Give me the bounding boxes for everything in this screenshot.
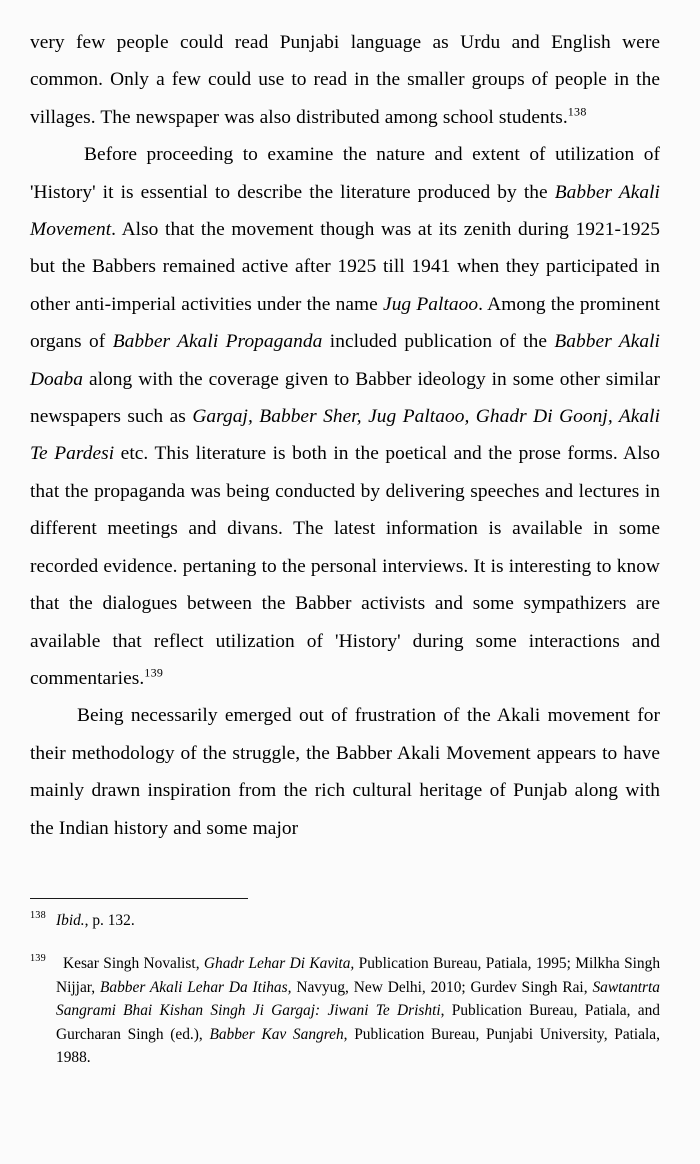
footnote-text: Kesar Singh Novalist, Ghadr Lehar Di Kavita, Publication Bureau, Patiala, 1995; Milkha Singh Nijjar, Babber Akali Lehar Da Itihas, Navyug, New Delhi, 2010; Gurdev Singh Rai, Sawtantrta Sangrami Bhai Kishan Singh Ji Gargaj: Jiwani Te Drishti, Publication Bureau, Patiala, and Gurcharan Singh (ed.), Babber Kav Sangreh, Publication Bureau, Punjabi University, Patiala, 1988. <box>56 955 661 1067</box>
footnote-139 <box>30 952 660 1092</box>
paragraph-continued: very few people could read Punjabi language as Urdu and English were common. Only a few could use to read in the smaller groups of people in the villages. The newspaper was also distributed among school students.$^{138}$ <box>30 32 660 128</box>
footnote-number: 138 <box>30 910 46 921</box>
footnote-text: Ibid., p. 132. <box>56 912 135 929</box>
footnote-138 <box>30 909 660 932</box>
footnote-area <box>30 898 660 1093</box>
body-text-block <box>30 24 660 847</box>
paragraph-being-necessarily: Being necessarily emerged out of frustration of the Akali movement for their methodology of the struggle, the Babber Akali Movement appears to have mainly drawn inspiration from the rich cultural heritage of Punjab along with the Indian history and some major <box>30 705 660 839</box>
paragraph-before-proceeding: Before proceeding to examine the nature and extent of utilization of 'History' it is essential to describe the literature produced by the Babber Akali Movement. Also that the movement though was at its zenith during 1921-1925 but the Babbers remained active after 1925 till 1941 when they participated in other anti-imperial activities under the name Jug Paltaoo. Among the prominent organs of Babber Akali Propaganda included publication of the Babber Akali Doaba along with the coverage given to Babber ideology in some other similar newspapers such as Gargaj, Babber Sher, Jug Paltaoo, Ghadr Di Goonj, Akali Te Pardesi etc. This literature is both in the poetical and the prose forms. Also that the propaganda was being conducted by delivering speeches and lectures in different meetings and divans. The latest information is available in some recorded evidence. pertaning to the personal interviews. It is interesting to know that the dialogues between the Babber activists and some sympathizers are available that reflect utilization of 'History' during some interactions and commentaries.$^{139}$ <box>30 144 661 689</box>
footnote-number: 139 <box>30 953 46 965</box>
footnote-separator-rule <box>30 898 248 899</box>
